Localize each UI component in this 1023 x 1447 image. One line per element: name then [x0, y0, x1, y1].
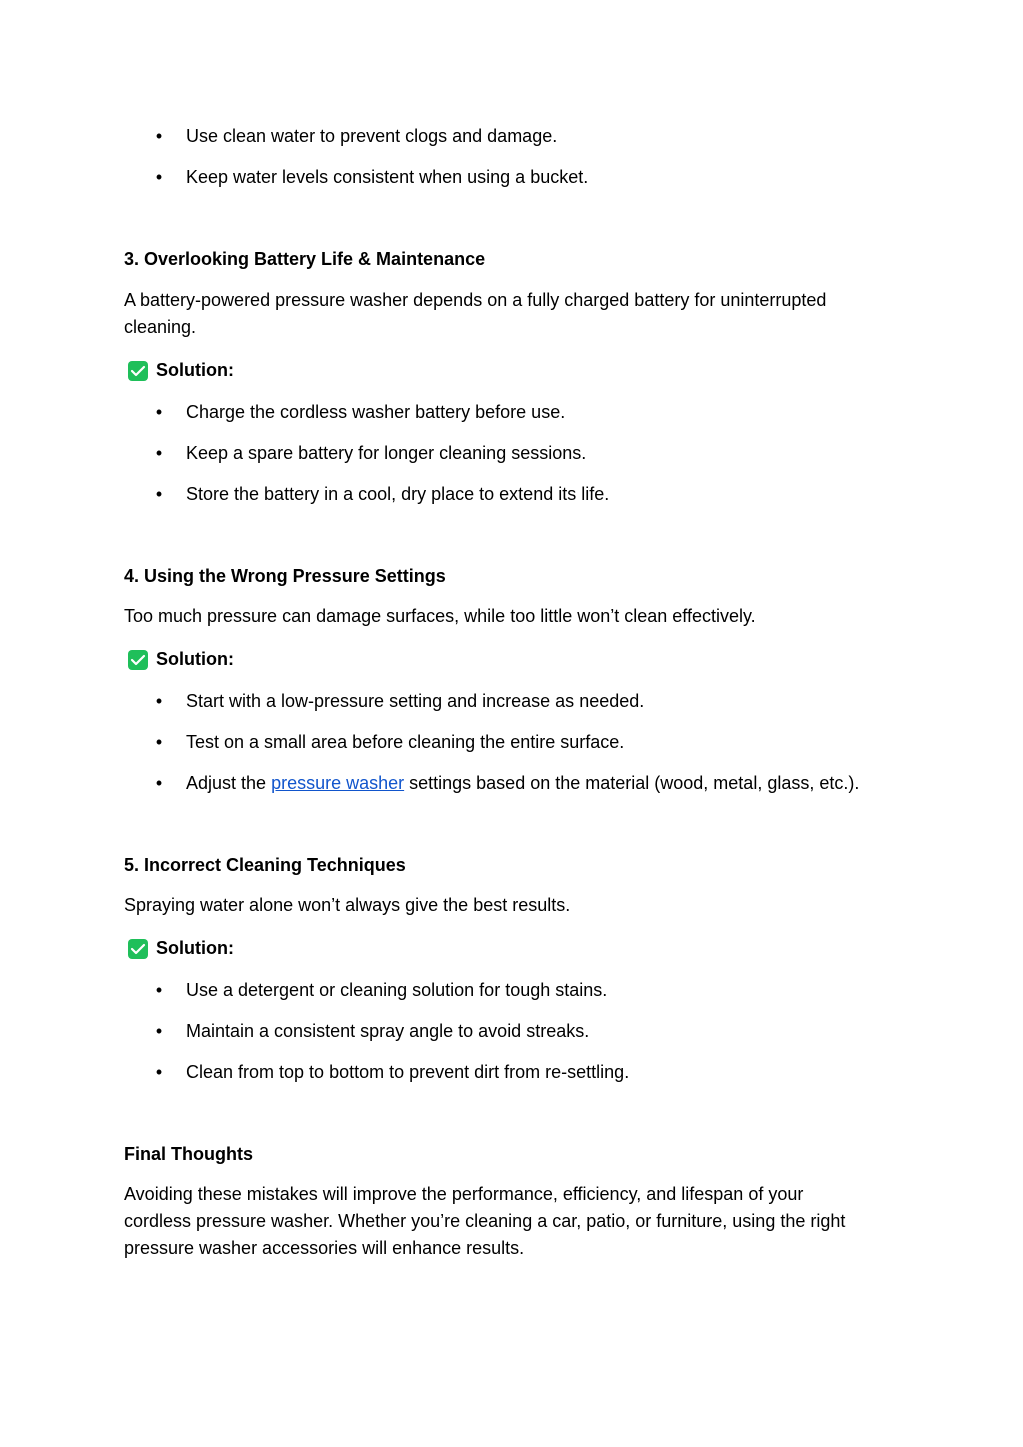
list-item-prefix: Adjust the: [186, 773, 272, 793]
check-mark-icon: [128, 650, 148, 670]
section-heading-final: Final Thoughts: [124, 1144, 253, 1164]
bullet: •: [155, 691, 163, 711]
bullet: •: [155, 484, 163, 504]
section-heading-battery: 3. Overlooking Battery Life & Maintenance: [124, 249, 486, 269]
bullet: •: [155, 443, 163, 463]
bullet: •: [155, 773, 163, 793]
bullet: •: [155, 167, 163, 187]
pressure-washer-link[interactable]: pressure washer: [271, 773, 405, 793]
list-item-text: Maintain a consistent spray angle to avoid streaks.: [186, 1021, 590, 1041]
check-mark-icon: [128, 939, 148, 959]
solution-label: Solution:: [156, 649, 234, 669]
section-heading-techniques: 5. Incorrect Cleaning Techniques: [124, 855, 406, 875]
section-body: Avoiding these mistakes will improve the performance, efficiency, and lifespan of your: [124, 1184, 804, 1204]
solution-label-row: [124, 646, 234, 673]
solution-label-row: [124, 935, 234, 962]
bullet: •: [155, 980, 163, 1000]
bullet: •: [155, 732, 163, 752]
section-body: pressure washer accessories will enhance results.: [124, 1238, 525, 1258]
section-body: A battery-powered pressure washer depends on a fully charged battery for uninterrupted: [124, 290, 827, 310]
bullet: •: [155, 126, 163, 146]
list-item-text: Keep water levels consistent when using a bucket.: [186, 167, 589, 187]
list-item-text: Use a detergent or cleaning solution for tough stains.: [186, 980, 608, 1000]
solution-label-row: [124, 357, 234, 384]
bullet: •: [155, 1021, 163, 1041]
section-body: cleaning.: [124, 317, 197, 337]
list-item-text: Clean from top to bottom to prevent dirt from re-settling.: [186, 1062, 630, 1082]
list-item-text: Use clean water to prevent clogs and damage.: [186, 126, 558, 146]
list-item-text: Keep a spare battery for longer cleaning sessions.: [186, 443, 587, 463]
list-item-text: Charge the cordless washer battery before use.: [186, 402, 566, 422]
list-item-suffix: settings based on the material (wood, metal, glass, etc.).: [404, 773, 860, 793]
section-heading-pressure: 4. Using the Wrong Pressure Settings: [124, 566, 446, 586]
section-body: cordless pressure washer. Whether you’re cleaning a car, patio, or furniture, using the right: [124, 1211, 846, 1231]
solution-label: Solution:: [156, 938, 234, 958]
section-body: Spraying water alone won’t always give the best results.: [124, 895, 571, 915]
bullet: •: [155, 1062, 163, 1082]
solution-label: Solution:: [156, 360, 234, 380]
list-item-text: Store the battery in a cool, dry place to extend its life.: [186, 484, 610, 504]
check-mark-icon: [128, 361, 148, 381]
list-item-text: Start with a low-pressure setting and increase as needed.: [186, 691, 645, 711]
section-body: Too much pressure can damage surfaces, while too little won’t clean effectively.: [124, 606, 756, 626]
list-item-text: Test on a small area before cleaning the entire surface.: [186, 732, 625, 752]
list-item-text: [186, 770, 859, 797]
bullet: •: [155, 402, 163, 422]
